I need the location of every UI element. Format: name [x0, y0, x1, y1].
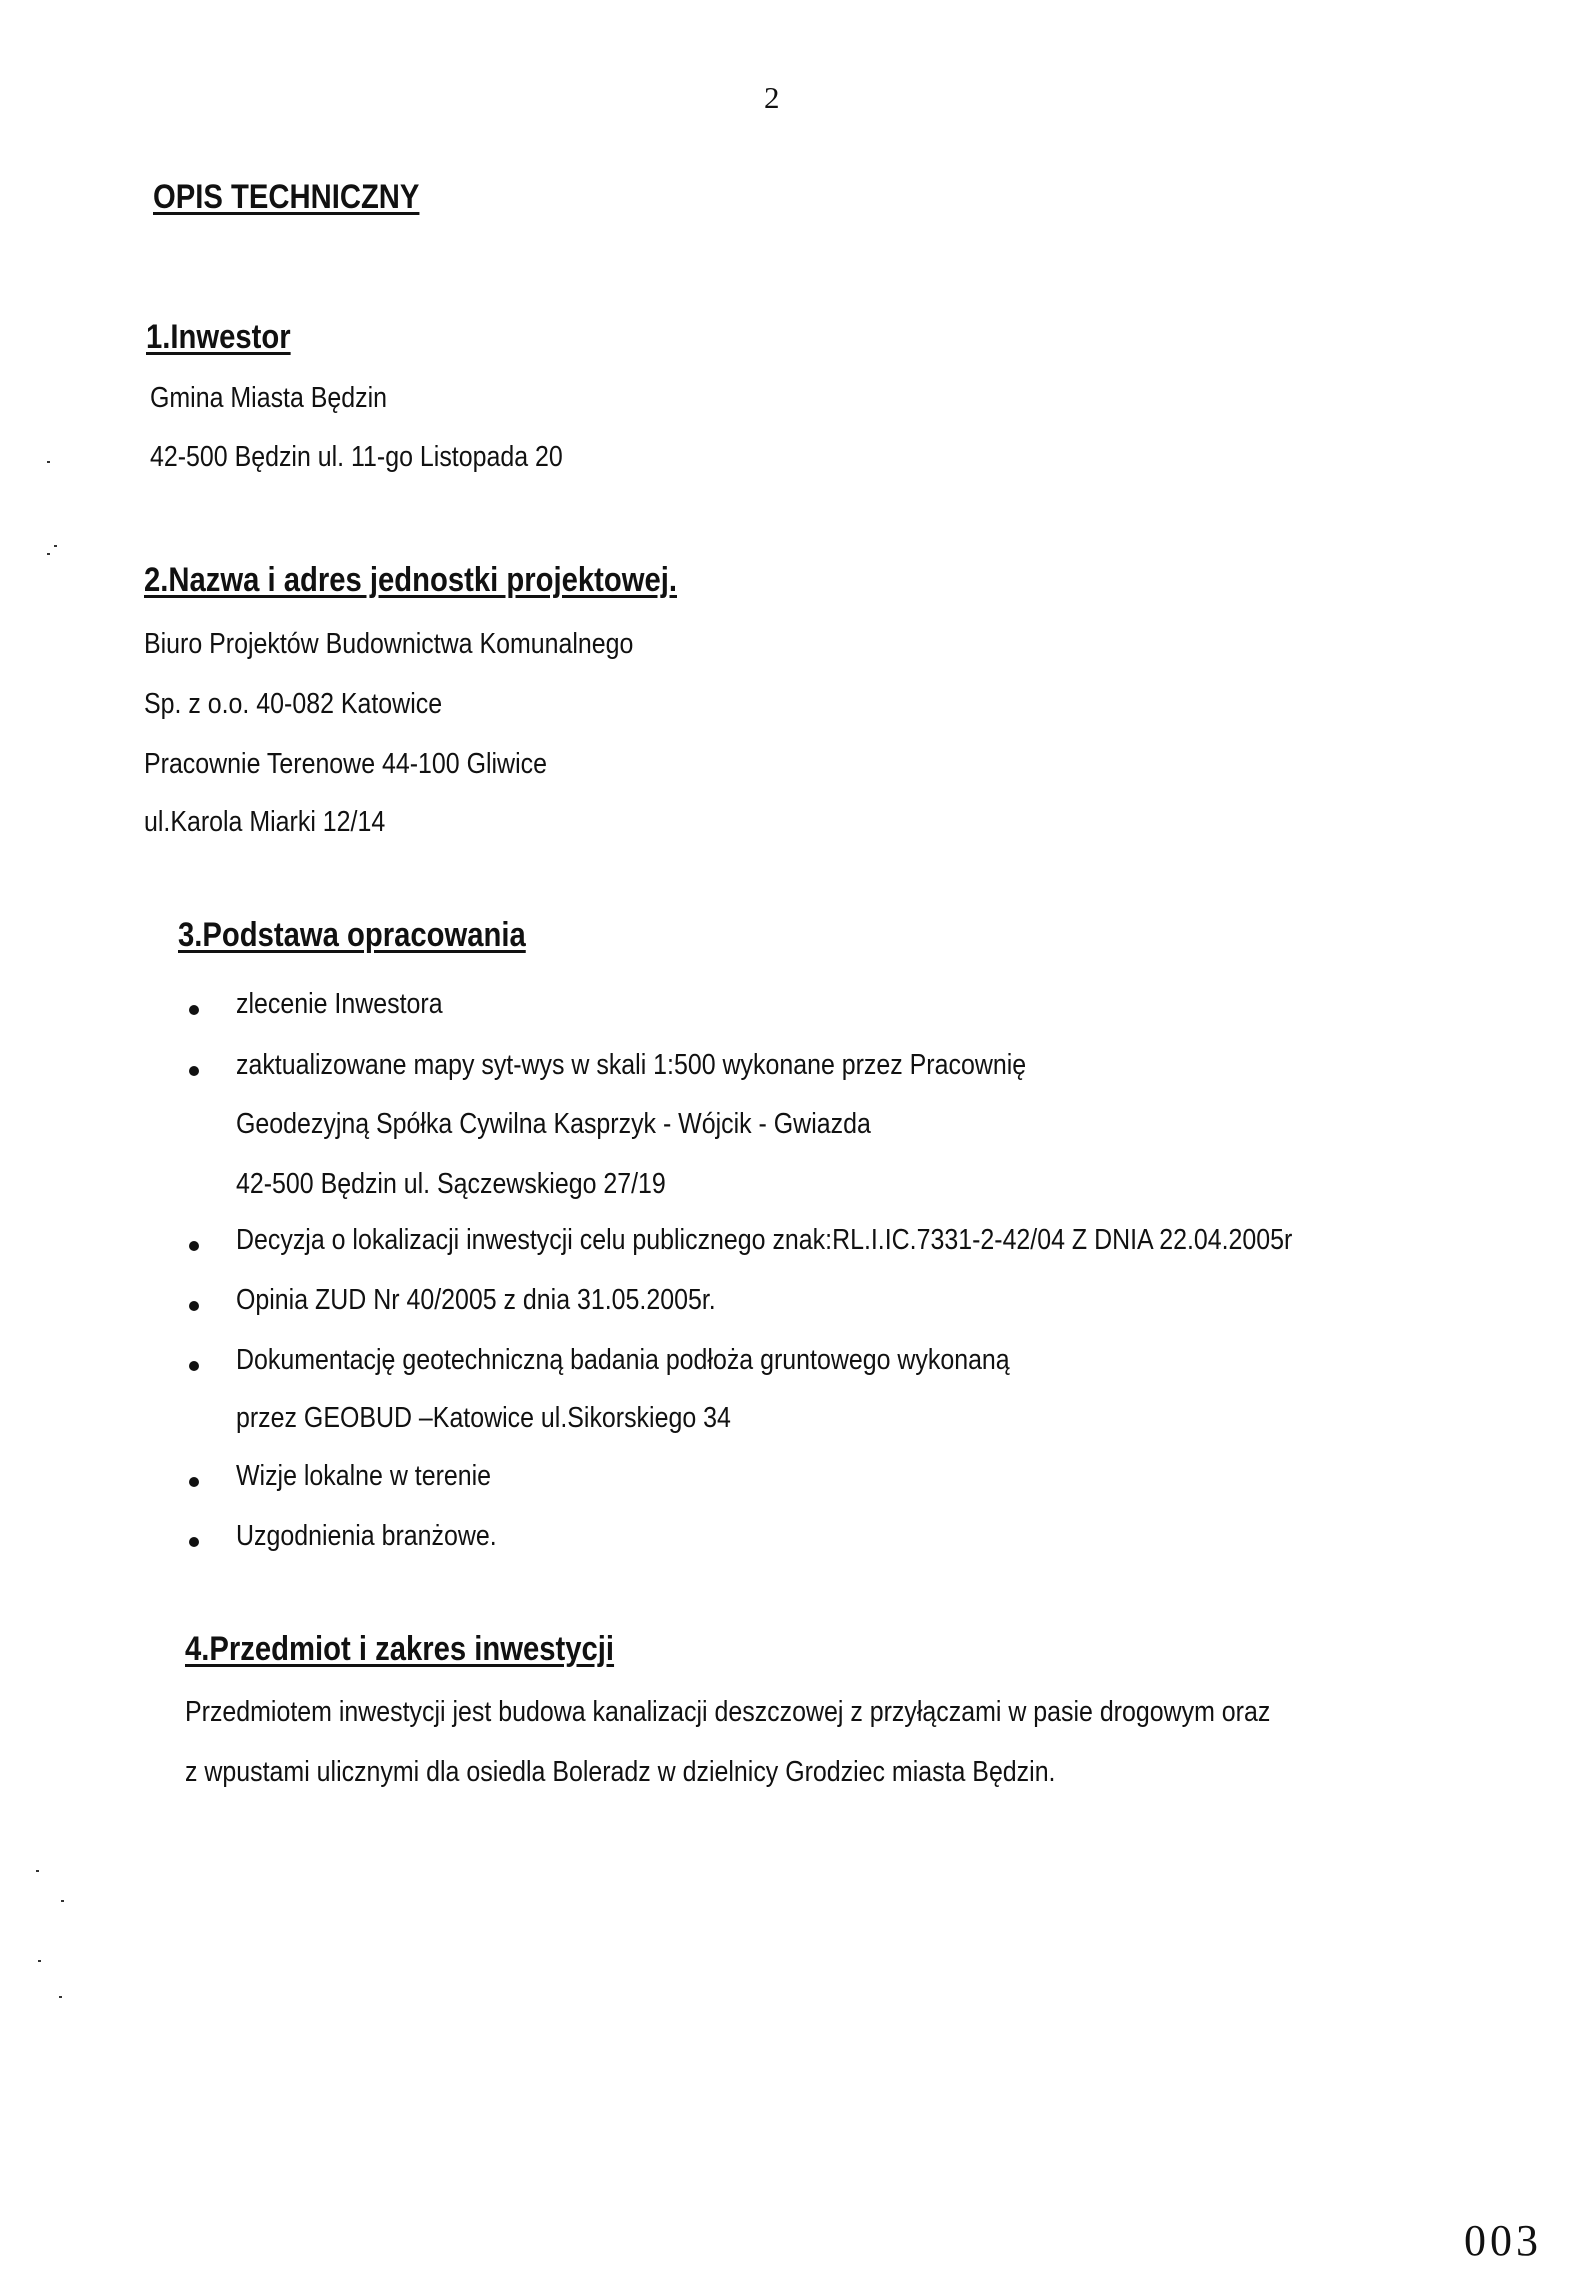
- basis-item-2-line-3: 42-500 Będzin ul. Sączewskiego 27/19: [236, 1168, 666, 1200]
- bullet-icon: [189, 1537, 199, 1547]
- section-heading-basis: 3.Podstawa opracowania: [178, 916, 526, 954]
- investor-line-2: 42-500 Będzin ul. 11-go Listopada 20: [150, 441, 563, 473]
- design-unit-line-2: Sp. z o.o. 40-082 Katowice: [144, 688, 443, 720]
- basis-item-6: Wizje lokalne w terenie: [236, 1460, 492, 1492]
- basis-item-7: Uzgodnienia branżowe.: [236, 1520, 497, 1552]
- bullet-icon: [189, 1361, 199, 1371]
- scan-speck: [38, 1960, 41, 1962]
- document-title: OPIS TECHNICZNY: [153, 178, 420, 216]
- basis-item-2-line-1: zaktualizowane mapy syt-wys w skali 1:500 wykonane przez Pracownię: [236, 1049, 1027, 1081]
- page-stamp-number: 003: [1464, 2216, 1542, 2265]
- basis-item-5-line-1: Dokumentację geotechniczną badania podłoża gruntowego wykonaną: [236, 1344, 1010, 1376]
- scope-line-2: z wpustami ulicznymi dla osiedla Boleradz w dzielnicy Grodziec miasta Będzin.: [185, 1756, 1056, 1788]
- bullet-icon: [189, 1066, 199, 1076]
- design-unit-line-1: Biuro Projektów Budownictwa Komunalnego: [144, 628, 634, 660]
- scan-speck: [36, 1870, 39, 1872]
- design-unit-line-4: ul.Karola Miarki 12/14: [144, 806, 386, 838]
- bullet-icon: [189, 1477, 199, 1487]
- bullet-icon: [189, 1241, 199, 1251]
- section-heading-design-unit: 2.Nazwa i adres jednostki projektowej.: [144, 561, 677, 599]
- scan-speck: [47, 553, 50, 555]
- scan-speck: [61, 1900, 64, 1902]
- basis-item-1: zlecenie Inwestora: [236, 988, 443, 1020]
- section-heading-scope: 4.Przedmiot i zakres inwestycji: [185, 1630, 615, 1668]
- basis-item-2-line-2: Geodezyjną Spółka Cywilna Kasprzyk - Wójcik - Gwiazda: [236, 1108, 871, 1140]
- basis-item-5-line-2: przez GEOBUD –Katowice ul.Sikorskiego 34: [236, 1402, 731, 1434]
- scan-speck: [47, 461, 50, 463]
- investor-line-1: Gmina Miasta Będzin: [150, 382, 388, 414]
- design-unit-line-3: Pracownie Terenowe 44-100 Gliwice: [144, 748, 547, 780]
- section-heading-investor: 1.Inwestor: [146, 318, 291, 356]
- scan-speck: [59, 1996, 62, 1998]
- scan-speck: [54, 545, 57, 547]
- basis-item-3: Decyzja o lokalizacji inwestycji celu publicznego znak:RL.I.IC.7331-2-42/04 Z DNIA 22.04.2005r: [236, 1224, 1293, 1256]
- basis-item-4: Opinia ZUD Nr 40/2005 z dnia 31.05.2005r.: [236, 1284, 716, 1316]
- page-number: 2: [764, 80, 780, 115]
- bullet-icon: [189, 1005, 199, 1015]
- scope-line-1: Przedmiotem inwestycji jest budowa kanalizacji deszczowej z przyłączami w pasie drogowym oraz: [185, 1696, 1271, 1728]
- bullet-icon: [189, 1301, 199, 1311]
